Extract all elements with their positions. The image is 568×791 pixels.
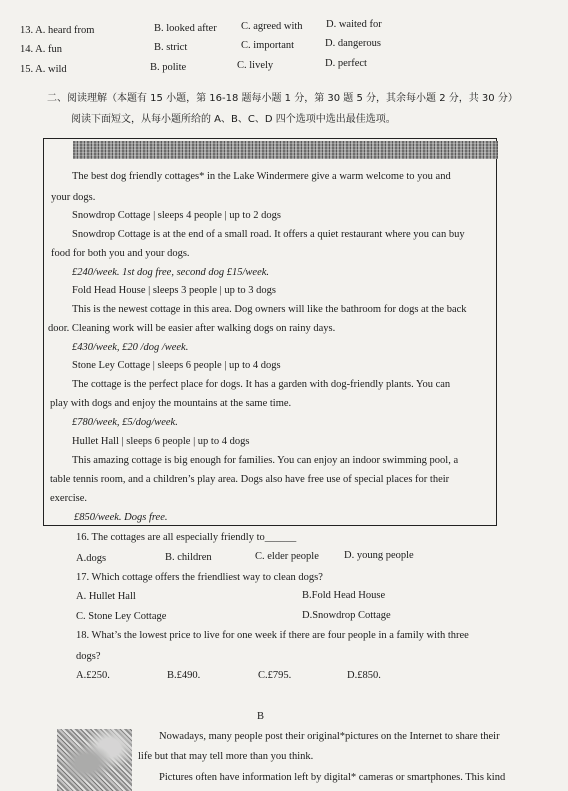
q14-option-a: 14. A. fun bbox=[20, 44, 62, 55]
q13-option-c: C. agreed with bbox=[241, 21, 303, 32]
cottage-4-desc-line1: This amazing cottage is big enough for families. You can enjoy an indoor swimming pool, a bbox=[72, 455, 459, 466]
cottage-1-title: Snowdrop Cottage | sleeps 4 people | up to 2 dogs bbox=[72, 210, 281, 221]
section-instruction: 阅读下面短文，从每小题所给的 A、B、C、D 四个选项中选出最佳选项。 bbox=[71, 114, 396, 125]
cottage-1-desc-line1: Snowdrop Cottage is at the end of a small road. It offers a quiet restaurant where you can buy bbox=[72, 229, 465, 240]
q13-option-a: 13. A. heard from bbox=[20, 25, 95, 36]
cottage-1-price: £240/week. 1st dog free, second dog £15/week. bbox=[72, 267, 270, 278]
passage-b-label: B bbox=[257, 711, 265, 722]
q18-option-b: B.£490. bbox=[167, 670, 201, 681]
q15-option-c: C. lively bbox=[237, 60, 274, 71]
q13-option-b: B. looked after bbox=[154, 23, 217, 34]
q14-option-d: D. dangerous bbox=[325, 38, 381, 49]
cottage-2-desc-line1: This is the newest cottage in this area. Dog owners will like the bathroom for dogs at the back bbox=[72, 304, 467, 315]
q15-option-a: 15. A. wild bbox=[20, 64, 67, 75]
passage-b-line3: Pictures often have information left by digital* cameras or smartphones. This kind bbox=[159, 772, 506, 783]
q18-option-c: C.£795. bbox=[258, 670, 292, 681]
q17-option-a: A. Hullet Hall bbox=[76, 591, 136, 602]
cottage-2-desc-line2: door. Cleaning work will be easier after walking dogs on rainy days. bbox=[48, 323, 336, 334]
passage-b-line1: Nowadays, many people post their original*pictures on the Internet to share their bbox=[159, 731, 500, 742]
cottage-4-title: Hullet Hall | sleeps 6 people | up to 4 dogs bbox=[72, 436, 250, 447]
passage-b-line2: life but that may tell more than you think. bbox=[138, 751, 314, 762]
cottage-3-title: Stone Ley Cottage | sleeps 6 people | up to 4 dogs bbox=[72, 360, 281, 371]
q18-stem-line1: 18. What’s the lowest price to live for one week if there are four people in a family with three bbox=[76, 630, 469, 641]
q17-stem: 17. Which cottage offers the friendliest way to clean dogs? bbox=[76, 572, 323, 583]
section-heading: 二、阅读理解（本题有 15 小题，第 16-18 题每小题 1 分，第 30 题 5 分，其余每小题 2 分，共 30 分） bbox=[47, 93, 518, 104]
q16-option-d: D. young people bbox=[344, 550, 414, 561]
cottage-4-desc-line2: table tennis room, and a children’s play area. Dogs also have free use of special places for their bbox=[50, 474, 450, 485]
cottage-1-desc-line2: food for both you and your dogs. bbox=[51, 248, 190, 259]
q13-option-d: D. waited for bbox=[326, 19, 382, 30]
q15-option-d: D. perfect bbox=[325, 58, 367, 69]
q17-option-c: C. Stone Ley Cottage bbox=[76, 611, 167, 622]
q16-option-c: C. elder people bbox=[255, 551, 319, 562]
passage-a-intro-line1: The best dog friendly cottages* in the Lake Windermere give a warm welcome to you and bbox=[72, 171, 451, 182]
cottage-4-price: £850/week. Dogs free. bbox=[74, 512, 168, 523]
cottage-3-price: £780/week, £5/dog/week. bbox=[72, 417, 178, 428]
q16-stem: 16. The cottages are all especially friendly to______ bbox=[76, 532, 297, 543]
q18-option-a: A.£250. bbox=[76, 670, 110, 681]
cottage-4-desc-line3: exercise. bbox=[50, 493, 88, 504]
passage-banner-image bbox=[73, 141, 498, 159]
q15-option-b: B. polite bbox=[150, 62, 187, 73]
q16-option-b: B. children bbox=[165, 552, 212, 563]
q16-option-a: A.dogs bbox=[76, 553, 107, 564]
dog-picture bbox=[57, 729, 132, 791]
q18-stem-line2: dogs? bbox=[76, 651, 101, 662]
q17-option-b: B.Fold Head House bbox=[302, 590, 386, 601]
cottage-2-price: £430/week, £20 /dog /week. bbox=[72, 342, 189, 353]
cottage-2-title: Fold Head House | sleeps 3 people | up to 3 dogs bbox=[72, 285, 276, 296]
cottage-3-desc-line1: The cottage is the perfect place for dogs. It has a garden with dog-friendly plants. You can bbox=[72, 379, 451, 390]
q18-option-d: D.£850. bbox=[347, 670, 381, 681]
cottage-3-desc-line2: play with dogs and enjoy the mountains at the same time. bbox=[50, 398, 292, 409]
passage-a-intro-line2: your dogs. bbox=[51, 192, 96, 203]
q17-option-d: D.Snowdrop Cottage bbox=[302, 610, 391, 621]
q14-option-c: C. important bbox=[241, 40, 295, 51]
q14-option-b: B. strict bbox=[154, 42, 188, 53]
